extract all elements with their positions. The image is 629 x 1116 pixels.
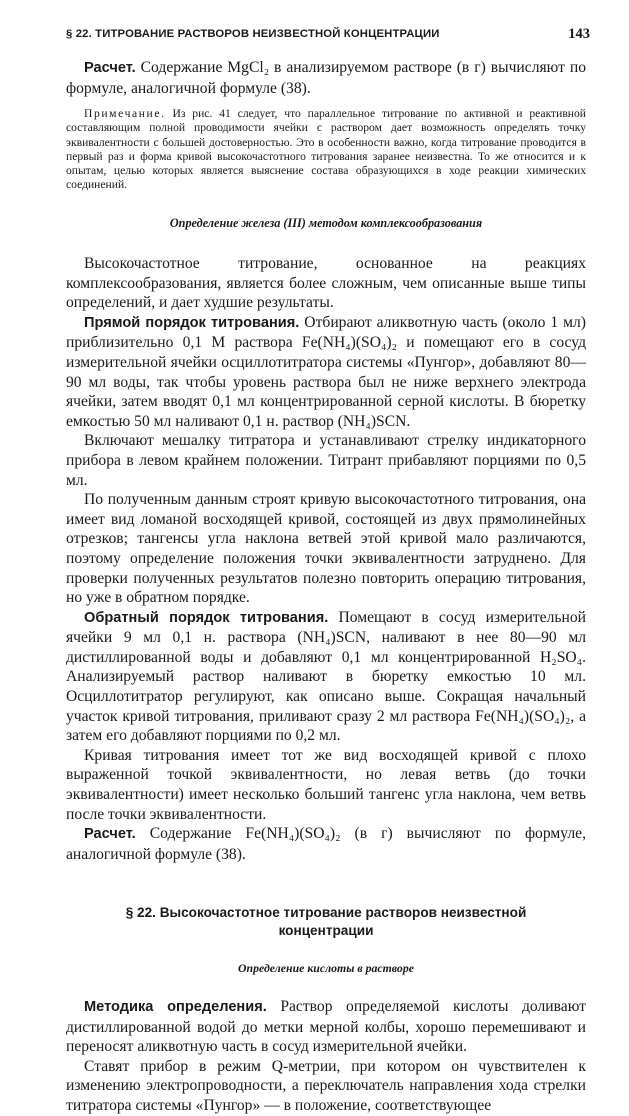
section-title: § 22. Высокочастотное титрование растворов неизвестной концентрации [125, 905, 527, 939]
running-head: § 22. ТИТРОВАНИЕ РАСТВОРОВ НЕИЗВЕСТНОЙ КОНЦЕНТРАЦИИ [66, 28, 440, 40]
subheading-iron: Определение железа (III) методом комплексообразования [169, 216, 483, 231]
calc-lead: Расчет. [84, 60, 136, 76]
note-paragraph [66, 107, 586, 192]
calc-text: Содержание MgCl₂ в анализируемом растворе (в г) вычисляют по формуле, аналогичной формуле (38). [66, 59, 586, 97]
last-paragraph: Ставят прибор в режим Q-метрии, при котором он чувствителен к изменению электропроводности, а переключатель направления хода стрелки титратора системы «Пунгор» — в положение, соответствующее [66, 1057, 586, 1114]
page-number: 143 [568, 26, 590, 42]
method-text: Раствор определяемой кислоты доливают дистиллированной водой до метки мерной колбы, хорошо перемешивают и переносят аликвотную часть в сосуд измерительной ячейки. [66, 998, 586, 1056]
calc-paragraph-iron [66, 824, 586, 864]
reverse-order-text: Помещают в сосуд измерительной ячейки 9 мл 0,1 н. раствора (NH₄)SCN, наливают в нее 80—90 мл дистиллированной воды и добавляют 0,1 мл концентрированной H₂SO₄. Анализируемый раствор наливают в бюретку емкостью 10 мл. Осциллотитратор регулируют, как описано выше. Сокращая начальный участок кривой титрования, приливают сразу 2 мл раствора Fe(NH₄)(SO₄)₂, а затем его добавляют порциями по 0,2 мл. [66, 608, 586, 745]
intro-paragraph: Высокочастотное титрование, основанное на реакциях комплексообразования, является более сложным, чем описанные выше типы определений, и дает худшие результаты. [66, 255, 586, 312]
note-text: Из рис. 41 следует, что параллельное титрование по активной и реактивной составляющим полной проводимости ячейки с раствором дает возможность определять точку эквивалентности с большей достоверностью. Это в особенности важно, когда титрование проводится в первый раз и форма кривой высокочастотного титрования заранее неизвестна. То же относится и к опытам, целью которых является выяснение состава образующихся в ходе реакции химических соединений. [66, 107, 586, 192]
direct-order-paragraph [66, 313, 586, 432]
mixer-paragraph: Включают мешалку титратора и устанавливают стрелку индикаторного прибора в левом крайнем положении. Титрант прибавляют порциями по 0,5 мл. [66, 432, 586, 489]
reverse-order-lead: Обратный порядок титрования. [84, 609, 329, 626]
direct-order-text: Отбирают аликвотную часть (около 1 мл) приблизительно 0,1 М раствора Fe(NH₄)(SO₄)₂ и помещают его в сосуд измерительной ячейки осциллотитратора системы «Пунгор», добавляют 80—90 мл воды, так чтобы уровень раствора был не ниже верхнего электрода ячейки, затем вводят 0,1 мл концентрированной серной кислоты. В бюретку емкостью 50 мл наливают 0,1 н. раствор (NH₄)SCN. [66, 313, 586, 430]
curve2-paragraph: Кривая титрования имеет тот же вид восходящей кривой с плохо выраженной точкой эквивалентности, но левая ветвь (до точки эквивалентности) имеет несколько больший тангенс угла наклона, чем ветвь после точки эквивалентности. [66, 746, 586, 823]
subheading-acid: Определение кислоты в растворе [238, 961, 414, 976]
reverse-order-paragraph [66, 608, 586, 746]
page-body [66, 58, 586, 1116]
method-paragraph [66, 997, 586, 1057]
method-lead: Методика определения. [84, 999, 267, 1015]
calc2-lead: Расчет. [84, 826, 136, 843]
note-label: Примечание. [84, 107, 166, 121]
calc-paragraph-mgcl2 [66, 58, 586, 98]
direct-order-lead: Прямой порядок титрования. [84, 314, 300, 331]
calc2-text: Содержание Fe(NH₄)(SO₄)₂ (в г) вычисляют по формуле, аналогичной формуле (38). [66, 825, 586, 863]
curve-paragraph: По полученным данным строят кривую высокочастотного титрования, она имеет вид ломаной восходящей кривой, состоящей из двух прямолинейных отрезков; тангенсы угла наклона ветвей этой кривой мало различаются, поэтому определение положения точки эквивалентности затруднено. Для проверки полученных результатов полезно повторить операцию титрования, но уже в обратном порядке. [66, 491, 586, 607]
